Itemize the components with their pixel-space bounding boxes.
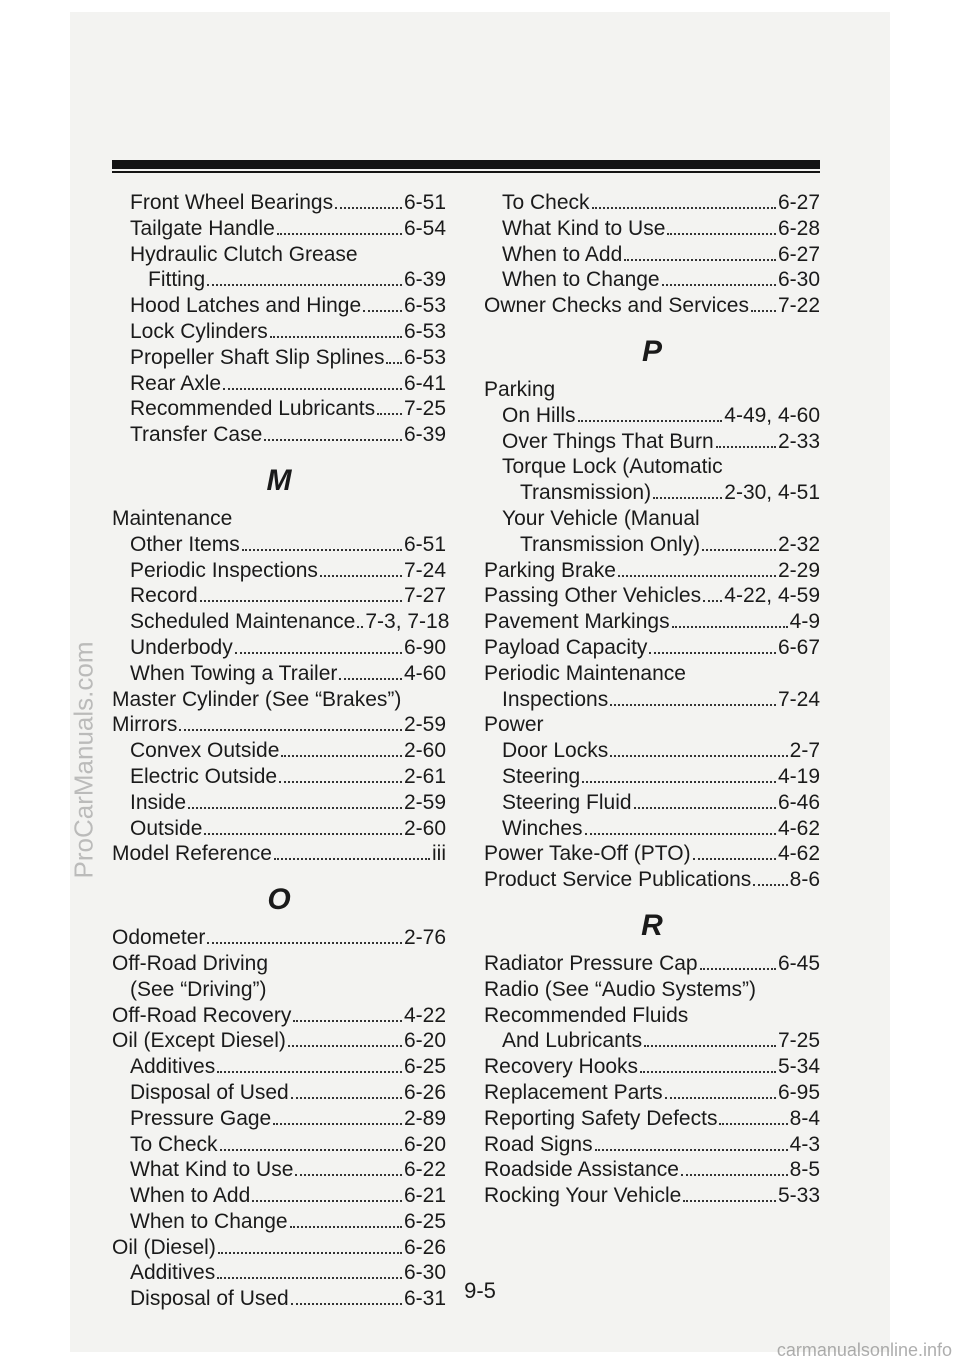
index-entry <box>112 293 446 319</box>
index-entry-term: Off-Road Recovery <box>112 1003 292 1027</box>
index-entry-term: Model Reference <box>112 842 272 866</box>
index-entry-page: 2-30, 4-51 <box>724 481 820 505</box>
index-entry <box>112 267 446 293</box>
leader-dots <box>667 233 776 235</box>
index-entry-term: And Lubricants <box>502 1029 643 1053</box>
index-entry <box>484 1132 820 1158</box>
index-entry <box>484 429 820 455</box>
index-entry-term: Hood Latches and Hinge <box>130 294 362 318</box>
index-entry-term: Record <box>130 584 198 608</box>
leader-dots <box>662 284 776 286</box>
leader-dots <box>640 1071 776 1073</box>
leader-dots <box>270 336 402 338</box>
index-entry <box>484 738 820 764</box>
leader-dots <box>386 362 401 364</box>
index-entry <box>112 764 446 790</box>
index-entry-page: 2-33 <box>777 429 820 453</box>
index-entry <box>484 816 820 842</box>
leader-dots <box>592 207 776 209</box>
leader-dots <box>273 1123 402 1125</box>
index-entry <box>112 1209 446 1235</box>
watermark-side: ProCarManuals.com <box>68 641 99 879</box>
index-entry <box>484 583 820 609</box>
index-entry <box>112 558 446 584</box>
index-heading: Power <box>484 713 544 737</box>
leader-dots <box>585 833 776 835</box>
index-entry <box>112 216 446 242</box>
leader-dots <box>610 704 776 706</box>
index-entry-term: What Kind to Use <box>130 1158 294 1182</box>
index-entry-page: 2-29 <box>777 558 820 582</box>
leader-dots <box>700 968 776 970</box>
index-column-left <box>112 190 450 1312</box>
index-entry-term: Door Locks <box>502 739 609 763</box>
leader-dots <box>339 678 402 680</box>
index-entry <box>484 532 820 558</box>
leader-dots <box>291 1097 402 1099</box>
index-entry <box>484 558 820 584</box>
leader-dots <box>665 1097 776 1099</box>
index-entry <box>112 422 446 448</box>
index-entry-term: When to Add <box>502 242 623 266</box>
index-entry-page: 6-53 <box>403 319 446 343</box>
index-entry-page: 6-20 <box>403 1132 446 1156</box>
leader-dots <box>217 1071 402 1073</box>
index-entry-page: 6-53 <box>403 294 446 318</box>
leader-dots <box>703 600 722 602</box>
index-entry <box>112 1157 446 1183</box>
index-entry-page: 2-61 <box>403 764 446 788</box>
leader-dots <box>264 439 402 441</box>
index-entry-page: 6-45 <box>777 951 820 975</box>
index-entry-page: 7-3, 7-18 <box>365 610 450 634</box>
index-entry-term: Rocking Your Vehicle <box>484 1184 682 1208</box>
leader-dots <box>223 388 402 390</box>
index-entry-term: When to Change <box>502 268 660 292</box>
index-entry-term: Oil (Except Diesel) <box>112 1029 286 1053</box>
index-heading: Master Cylinder (See “Brakes”) <box>112 687 402 711</box>
index-entry <box>112 190 446 216</box>
index-entry-page: 7-25 <box>403 397 446 421</box>
index-heading: (See “Driving”) <box>130 977 267 1001</box>
leader-dots <box>279 781 402 783</box>
index-entry-page: 6-95 <box>777 1080 820 1104</box>
leader-dots <box>377 413 402 415</box>
index-entry <box>112 790 446 816</box>
index-entry-page: 2-59 <box>403 790 446 814</box>
index-entry <box>484 403 820 429</box>
leader-dots <box>200 600 402 602</box>
index-entry-page: 2-32 <box>777 532 820 556</box>
index-entry-page: 6-27 <box>777 191 820 214</box>
index-entry-page: 2-59 <box>403 713 446 737</box>
index-entry-term: Replacement Parts <box>484 1080 663 1104</box>
leader-dots <box>293 1020 402 1022</box>
index-entry-term: Parking Brake <box>484 558 616 582</box>
index-entry-term: Over Things That Burn <box>502 429 714 453</box>
index-entry-term: Transmission) <box>520 481 652 505</box>
index-entry-page: 6-28 <box>777 216 820 240</box>
index-column-right <box>484 190 820 1209</box>
index-entry-term: Recovery Hooks <box>484 1055 639 1079</box>
leader-dots <box>207 942 402 944</box>
index-entry-term: Convex Outside <box>130 739 280 763</box>
index-entry-page: 6-51 <box>403 532 446 556</box>
index-entry-page: 4-62 <box>777 842 820 866</box>
index-entry-page: 6-51 <box>403 191 446 214</box>
index-entry-page: 2-7 <box>789 739 820 763</box>
leader-dots <box>179 729 402 731</box>
index-entry-page: 6-22 <box>403 1158 446 1182</box>
index-entry <box>484 867 820 893</box>
index-entry <box>112 661 446 687</box>
header-rule <box>112 160 820 169</box>
index-entry <box>484 1080 820 1106</box>
index-entry <box>112 609 450 635</box>
index-entry-term: When Towing a Trailer <box>130 661 338 685</box>
index-entry-term: Underbody <box>130 635 233 659</box>
leader-dots <box>320 575 402 577</box>
index-entry <box>484 1183 820 1209</box>
leader-dots <box>220 1149 402 1151</box>
index-entry-page: 4-49, 4-60 <box>724 403 820 427</box>
leader-dots <box>235 652 402 654</box>
index-entry-page: iii <box>432 842 446 866</box>
index-entry-page: 7-25 <box>777 1029 820 1053</box>
index-entry <box>112 1183 446 1209</box>
index-entry-term: Power Take-Off (PTO) <box>484 842 691 866</box>
index-entry-page: 6-20 <box>403 1029 446 1053</box>
section-letter: R <box>641 908 663 942</box>
leader-dots <box>610 755 787 757</box>
leader-dots <box>242 549 402 551</box>
index-entry-term: Tailgate Handle <box>130 216 275 240</box>
leader-dots <box>649 652 776 654</box>
index-entry-term: Transfer Case <box>130 423 263 447</box>
leader-dots <box>290 1226 402 1228</box>
index-entry-term: When to Change <box>130 1209 288 1233</box>
leader-dots <box>644 1045 776 1047</box>
index-entry-page: 4-60 <box>403 661 446 685</box>
index-entry-term: Recommended Lubricants <box>130 397 376 421</box>
index-entry-term: Rear Axle <box>130 371 222 395</box>
index-entry-page: 6-26 <box>403 1235 446 1259</box>
index-entry <box>484 267 820 293</box>
index-entry <box>484 1054 820 1080</box>
index-entry-term: When to Add <box>130 1184 251 1208</box>
leader-dots <box>357 626 363 628</box>
leader-dots <box>281 755 402 757</box>
index-entry-term: Pavement Markings <box>484 610 670 634</box>
index-entry <box>112 1235 446 1261</box>
index-entry-page: 6-25 <box>403 1209 446 1233</box>
index-entry-page: 8-6 <box>789 868 820 892</box>
index-entry <box>112 345 446 371</box>
leader-dots <box>672 626 788 628</box>
index-entry-term: Reporting Safety Defects <box>484 1106 718 1130</box>
index-entry <box>112 841 446 867</box>
index-entry <box>112 1054 446 1080</box>
index-entry-page: 6-30 <box>403 1261 446 1285</box>
index-entry-page: 4-62 <box>777 816 820 840</box>
index-entry-page: 7-22 <box>777 294 820 318</box>
index-entry <box>112 371 446 397</box>
leader-dots <box>653 497 722 499</box>
index-entry <box>484 242 820 268</box>
index-entry-term: Steering <box>502 764 581 788</box>
leader-dots <box>683 1200 776 1202</box>
index-entry-term: Mirrors <box>112 713 178 737</box>
index-entry <box>112 1003 446 1029</box>
index-entry-term: Disposal of Used <box>130 1287 289 1311</box>
index-entry-term: To Check <box>502 191 590 214</box>
index-entry <box>112 1132 446 1158</box>
index-entry-page: 8-4 <box>789 1106 820 1130</box>
index-heading: Maintenance <box>112 506 233 530</box>
leader-dots <box>634 807 776 809</box>
index-entry <box>484 609 820 635</box>
index-entry-term: Steering Fluid <box>502 790 632 814</box>
index-entry <box>484 480 820 506</box>
index-heading: Off-Road Driving <box>112 951 269 975</box>
leader-dots <box>207 284 402 286</box>
index-entry-term: Product Service Publications <box>484 868 752 892</box>
index-entry <box>484 764 820 790</box>
index-entry-term: Other Items <box>130 532 240 556</box>
leader-dots <box>295 1174 402 1176</box>
index-entry <box>484 1157 820 1183</box>
index-entry-page: 6-27 <box>777 242 820 266</box>
index-entry-page: 5-34 <box>777 1055 820 1079</box>
index-entry-term: Additives <box>130 1055 216 1079</box>
index-entry-page: 5-33 <box>777 1184 820 1208</box>
index-entry-page: 6-31 <box>403 1287 446 1311</box>
leader-dots <box>288 1045 402 1047</box>
section-letter: M <box>266 463 292 497</box>
index-entry <box>112 1028 446 1054</box>
index-entry-page: 6-46 <box>777 790 820 814</box>
index-entry <box>112 319 446 345</box>
leader-dots <box>218 1252 402 1254</box>
index-entry-term: Electric Outside <box>130 764 278 788</box>
index-entry-term: Roadside Assistance <box>484 1158 679 1182</box>
index-entry-page: 2-76 <box>403 926 446 950</box>
index-entry <box>112 738 446 764</box>
index-entry-term: Fitting <box>148 268 206 292</box>
leader-dots <box>578 420 723 422</box>
index-entry-page: 6-25 <box>403 1055 446 1079</box>
index-entry <box>112 1080 446 1106</box>
leader-dots <box>188 807 402 809</box>
index-entry-page: 2-60 <box>403 816 446 840</box>
index-entry-term: Passing Other Vehicles <box>484 584 702 608</box>
index-entry-page: 6-90 <box>403 635 446 659</box>
index-entry-term: What Kind to Use <box>502 216 666 240</box>
index-entry-page: 4-22 <box>403 1003 446 1027</box>
leader-dots <box>751 310 776 312</box>
index-entry-term: Periodic Inspections <box>130 558 318 582</box>
index-entry <box>112 532 446 558</box>
leader-dots <box>753 884 787 886</box>
index-entry-term: Winches <box>502 816 583 840</box>
index-entry-term: Owner Checks and Services <box>484 294 749 318</box>
index-entry <box>484 687 820 713</box>
index-entry-page: 7-24 <box>403 558 446 582</box>
leader-dots <box>716 446 776 448</box>
index-entry-page: 6-21 <box>403 1184 446 1208</box>
index-heading: Hydraulic Clutch Grease <box>130 242 358 266</box>
leader-dots <box>252 1200 402 1202</box>
index-entry-term: Propeller Shaft Slip Splines <box>130 345 385 369</box>
index-entry-term: Payload Capacity <box>484 635 648 659</box>
index-heading: Recommended Fluids <box>484 1003 689 1027</box>
index-entry-page: 4-22, 4-59 <box>724 584 820 608</box>
index-entry-term: Road Signs <box>484 1132 593 1156</box>
index-heading: Parking <box>484 377 556 401</box>
index-heading: Your Vehicle (Manual <box>502 506 700 530</box>
leader-dots <box>595 1149 788 1151</box>
index-entry-page: 7-27 <box>403 584 446 608</box>
leader-dots <box>363 310 402 312</box>
leader-dots <box>702 549 776 551</box>
leader-dots <box>618 575 776 577</box>
index-heading: Radio (See “Audio Systems”) <box>484 977 756 1001</box>
index-entry-page: 2-89 <box>403 1106 446 1130</box>
index-heading: Periodic Maintenance <box>484 661 686 685</box>
index-entry-page: 8-5 <box>789 1158 820 1182</box>
index-entry <box>484 841 820 867</box>
index-entry <box>484 190 820 216</box>
leader-dots <box>681 1174 788 1176</box>
index-entry-page: 7-24 <box>777 687 820 711</box>
index-entry-page: 4-9 <box>789 610 820 634</box>
index-heading: Torque Lock (Automatic <box>502 455 723 479</box>
index-entry <box>484 1028 820 1054</box>
index-entry <box>484 951 820 977</box>
index-entry-term: Scheduled Maintenance <box>130 610 356 634</box>
leader-dots <box>335 207 402 209</box>
index-entry <box>112 583 446 609</box>
index-entry-term: To Check <box>130 1132 218 1156</box>
index-entry-term: Radiator Pressure Cap <box>484 951 698 975</box>
index-entry <box>484 790 820 816</box>
index-entry-term: Pressure Gage <box>130 1106 272 1130</box>
index-entry-page: 6-39 <box>403 423 446 447</box>
index-entry-term: Oil (Diesel) <box>112 1235 216 1259</box>
leader-dots <box>274 858 430 860</box>
index-entry <box>112 816 446 842</box>
index-entry <box>112 712 446 738</box>
index-entry-page: 6-30 <box>777 268 820 292</box>
index-entry-page: 6-53 <box>403 345 446 369</box>
index-entry <box>484 1106 820 1132</box>
leader-dots <box>624 259 776 261</box>
index-entry <box>484 216 820 242</box>
index-entry-page: 6-26 <box>403 1080 446 1104</box>
leader-dots <box>582 781 776 783</box>
index-entry-page: 6-54 <box>403 216 446 240</box>
section-letter: P <box>641 334 662 368</box>
header-rule-thin <box>112 171 820 173</box>
index-entry <box>112 635 446 661</box>
index-entry <box>112 396 446 422</box>
index-entry-term: Inspections <box>502 687 609 711</box>
section-letter: O <box>267 883 291 917</box>
index-entry-term: Additives <box>130 1261 216 1285</box>
leader-dots <box>277 233 402 235</box>
page-number: 9-5 <box>464 1278 496 1303</box>
index-entry-page: 6-41 <box>403 371 446 395</box>
index-entry-term: Inside <box>130 790 187 814</box>
index-entry <box>484 293 820 319</box>
index-entry-term: Lock Cylinders <box>130 319 268 343</box>
index-entry-page: 4-19 <box>777 764 820 788</box>
index-entry-page: 6-39 <box>403 268 446 292</box>
index-entry-page: 4-3 <box>789 1132 820 1156</box>
index-entry-term: On Hills <box>502 403 576 427</box>
leader-dots <box>204 833 402 835</box>
watermark-bottom: carmanualsonline.info <box>776 1340 952 1360</box>
index-entry-term: Disposal of Used <box>130 1080 289 1104</box>
index-entry <box>112 925 446 951</box>
leader-dots <box>719 1123 787 1125</box>
index-entry-term: Odometer <box>112 926 206 950</box>
index-entry-term: Transmission Only) <box>520 532 701 556</box>
index-entry <box>484 635 820 661</box>
index-entry-term: Front Wheel Bearings <box>130 191 334 214</box>
index-entry <box>112 1106 446 1132</box>
leader-dots <box>693 858 776 860</box>
index-entry-page: 6-67 <box>777 635 820 659</box>
index-entry-page: 2-60 <box>403 739 446 763</box>
index-entry-term: Outside <box>130 816 203 840</box>
